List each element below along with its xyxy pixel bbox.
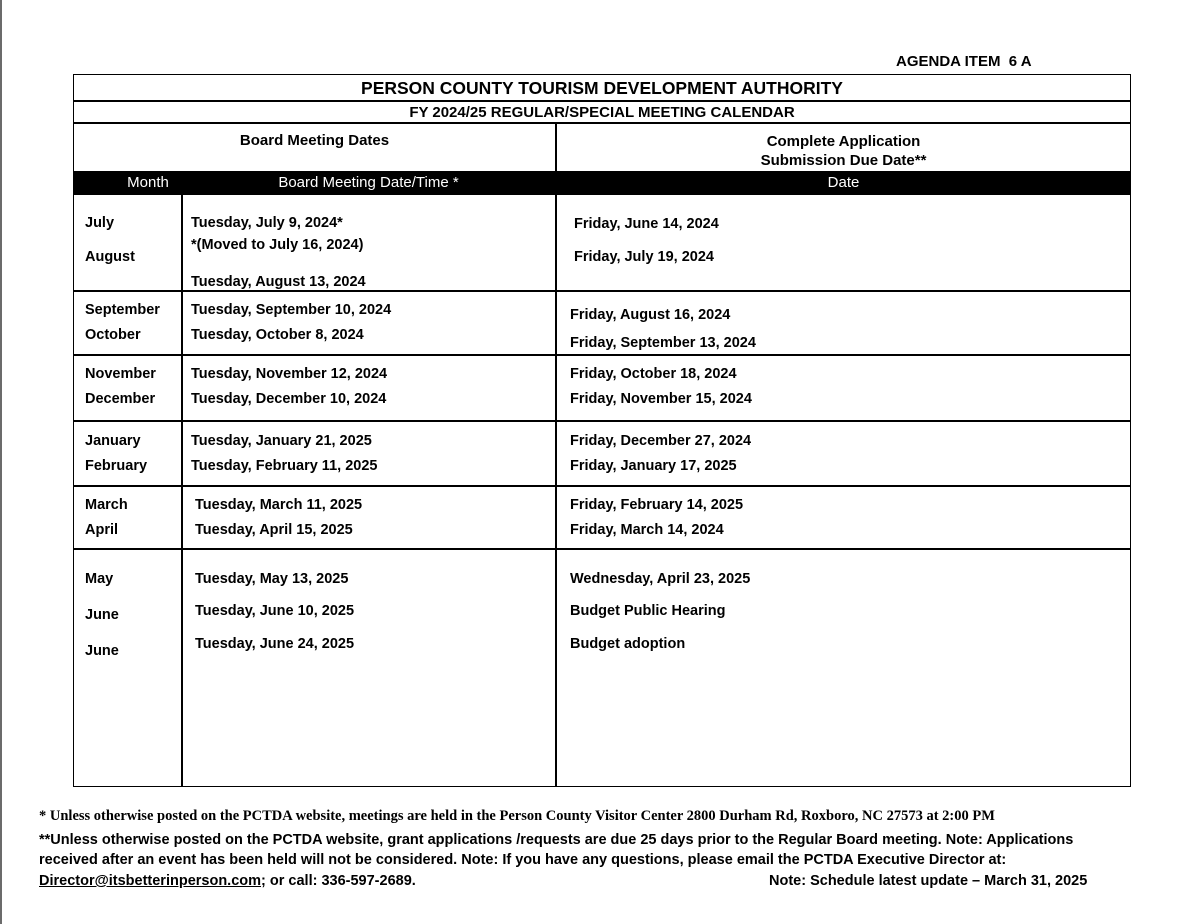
month-cell: January — [85, 433, 141, 449]
table-rule — [73, 354, 1131, 356]
table-rule — [555, 195, 557, 787]
month-cell: September — [85, 302, 160, 318]
schedule-update-note: Note: Schedule latest update – March 31, 2025 — [769, 873, 1088, 889]
column-header-meeting: Board Meeting Date/Time * — [278, 174, 459, 191]
due-date-cell: Friday, July 19, 2024 — [574, 249, 714, 265]
month-cell: March — [85, 497, 128, 513]
month-cell: July — [85, 215, 115, 231]
month-cell: August — [85, 249, 135, 265]
meeting-date-cell: Tuesday, October 8, 2024 — [191, 327, 364, 343]
meeting-note-cell: *(Moved to July 16, 2024) — [191, 237, 364, 253]
email-link[interactable]: Director@itsbetterinperson.com — [39, 873, 262, 889]
meeting-date-cell: Tuesday, May 13, 2025 — [195, 571, 349, 587]
column-header-month: Month — [127, 174, 169, 191]
agenda-item-label: AGENDA ITEM 6 A — [896, 53, 1032, 70]
section-submission-title: Complete Application — [766, 133, 921, 150]
meeting-date-cell: Tuesday, September 10, 2024 — [191, 302, 392, 318]
meeting-date-cell: Tuesday, July 9, 2024* — [191, 215, 343, 231]
due-date-cell: Friday, June 14, 2024 — [574, 216, 719, 232]
meeting-date-cell: Tuesday, June 10, 2025 — [195, 603, 355, 619]
meeting-date-cell: Tuesday, November 12, 2024 — [191, 366, 388, 382]
table-rule — [73, 548, 1131, 550]
due-date-cell: Budget adoption — [570, 636, 686, 652]
due-date-cell: Friday, September 13, 2024 — [570, 335, 756, 351]
footnote-applications: **Unless otherwise posted on the PCTDA website, grant applications /requests are due 25 days prior to the Regular Board meeting. Note: Applications — [39, 832, 1074, 848]
month-cell: February — [85, 458, 148, 474]
page-edge — [0, 0, 2, 924]
page-title: PERSON COUNTY TOURISM DEVELOPMENT AUTHORITY — [361, 78, 843, 98]
table-rule — [73, 420, 1131, 422]
due-date-cell: Friday, November 15, 2024 — [570, 391, 752, 407]
table-rule — [73, 100, 1131, 102]
table-rule — [73, 485, 1131, 487]
meeting-date-cell: Tuesday, March 11, 2025 — [195, 497, 363, 513]
column-header-due-date: Date — [827, 174, 860, 191]
table-rule — [181, 195, 183, 787]
footnote-location: * Unless otherwise posted on the PCTDA website, meetings are held in the Person County Visitor Center 2800 Durham Rd, Roxboro, NC 27573 at 2:00 PM — [39, 808, 995, 824]
section-submission-subtitle: Submission Due Date** — [760, 152, 927, 169]
month-cell: June — [85, 643, 119, 659]
due-date-cell: Friday, October 18, 2024 — [570, 366, 737, 382]
month-cell: June — [85, 607, 119, 623]
due-date-cell: Friday, March 14, 2024 — [570, 522, 724, 538]
due-date-cell: Wednesday, April 23, 2025 — [570, 571, 751, 587]
due-date-cell: Budget Public Hearing — [570, 603, 726, 619]
page-subtitle: FY 2024/25 REGULAR/SPECIAL MEETING CALENDAR — [409, 104, 795, 121]
month-cell: October — [85, 327, 141, 343]
section-board-meeting-dates: Board Meeting Dates — [239, 132, 390, 149]
due-date-cell: Friday, December 27, 2024 — [570, 433, 752, 449]
meeting-date-cell: Tuesday, August 13, 2024 — [191, 274, 366, 290]
meeting-date-cell: Tuesday, February 11, 2025 — [191, 458, 378, 474]
meeting-date-cell: Tuesday, December 10, 2024 — [191, 391, 387, 407]
month-cell: December — [85, 391, 156, 407]
meeting-date-cell: Tuesday, January 21, 2025 — [191, 433, 372, 449]
table-rule — [73, 122, 1131, 124]
meeting-date-cell: Tuesday, June 24, 2025 — [195, 636, 355, 652]
due-date-cell: Friday, February 14, 2025 — [570, 497, 744, 513]
month-cell: November — [85, 366, 156, 382]
footnote-applications-cont: received after an event has been held will not be considered. Note: If you have any questions, please email the PCTDA Executive Director at: — [39, 852, 1007, 868]
month-cell: April — [85, 522, 119, 538]
footnote-contact — [39, 872, 416, 890]
due-date-cell: Friday, January 17, 2025 — [570, 458, 737, 474]
meeting-date-cell: Tuesday, April 15, 2025 — [195, 522, 353, 538]
phone-text: ; or call: 336-597-2689. — [261, 873, 416, 889]
month-cell: May — [85, 571, 114, 587]
due-date-cell: Friday, August 16, 2024 — [570, 307, 731, 323]
